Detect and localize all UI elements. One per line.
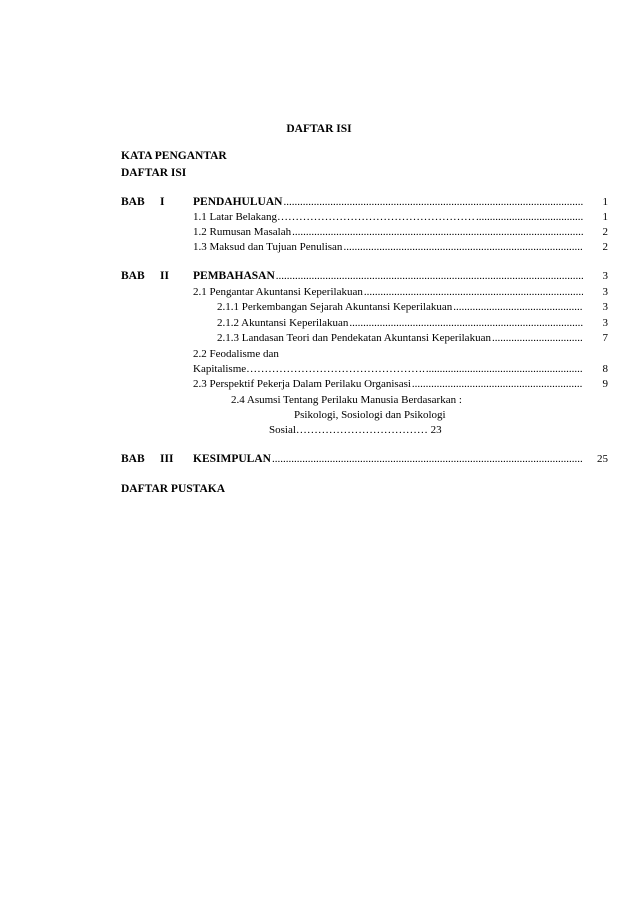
section-2-1 [193,287,583,298]
section-label: 1.2 Rumusan Masalah [193,226,292,238]
leader-dots [276,271,583,282]
leader-dots [453,302,583,313]
section-1-3 [193,242,583,253]
leader-dots [283,197,583,208]
section-2-1-2-page: 3 [602,317,608,329]
section-1-3-page: 2 [602,241,608,253]
section-2-1-page: 3 [602,286,608,298]
chapter-2-entry [193,271,583,283]
chapter-1-bab: BAB [121,196,145,208]
chapter-3-bab: BAB [121,453,145,465]
front-kata-pengantar: KATA PENGANTAR [121,150,227,162]
section-label: 2.1.1 Perkembangan Sejarah Akuntansi Keperilakuan [217,301,453,313]
section-1-2-page: 2 [602,226,608,238]
section-1-2 [193,227,583,238]
leader-dots [272,454,583,465]
leader-dots [292,227,583,238]
section-1-1 [193,212,583,223]
section-label: Kapitalisme…………………………………………. [193,363,425,375]
section-2-2-page: 8 [602,363,608,375]
leader-dots [349,318,583,329]
chapter-3-number: III [160,453,174,465]
section-label: 2.1.2 Akuntansi Keperilakuan [217,317,349,329]
section-label: 2.1.3 Landasan Teori dan Pendekatan Akuntansi Keperilakuan [217,332,491,344]
chapter-2-title: PEMBAHASAN [193,270,275,282]
front-daftar-isi: DAFTAR ISI [121,167,187,179]
chapter-2-number: II [160,270,169,282]
chapter-1-entry [193,197,583,209]
leader-dots [426,364,583,375]
leader-dots [412,379,583,390]
section-2-2: 2.2 Feodalisme dan [193,348,279,360]
section-2-4-line3: Sosial……………………………… 23 [269,424,442,436]
leader-dots [343,242,583,253]
section-1-1-page: 1 [602,211,608,223]
section-2-3 [193,379,583,390]
section-2-1-2 [217,318,583,329]
section-2-1-3 [217,333,583,344]
chapter-3-title: KESIMPULAN [193,453,271,465]
chapter-1-page: 1 [602,196,608,208]
section-2-3-page: 9 [602,378,608,390]
section-2-1-1-page: 3 [602,301,608,313]
chapter-1-title: PENDAHULUAN [193,196,283,208]
section-label: 2.3 Perspektif Pekerja Dalam Perilaku Organisasi [193,378,411,390]
section-label: 1.3 Maksud dan Tujuan Penulisan [193,241,343,253]
page-title: DAFTAR ISI [286,123,352,135]
chapter-2-page: 3 [602,270,608,282]
section-2-1-3-page: 7 [602,332,608,344]
leader-dots [476,212,583,223]
back-daftar-pustaka: DAFTAR PUSTAKA [121,483,226,495]
section-2-4-line2: Psikologi, Sosiologi dan Psikologi [294,409,446,421]
chapter-3-entry [193,454,583,466]
chapter-3-page: 25 [597,453,608,465]
section-label: 1.1 Latar Belakang……………………………………………… [193,211,475,223]
chapter-2-bab: BAB [121,270,145,282]
leader-dots [492,333,583,344]
section-2-1-1 [217,302,583,313]
section-label: 2.1 Pengantar Akuntansi Keperilakuan [193,286,363,298]
section-2-2-cont [193,364,583,375]
leader-dots [364,287,583,298]
chapter-1-number: I [160,196,165,208]
section-2-4: 2.4 Asumsi Tentang Perilaku Manusia Berdasarkan : [231,394,462,406]
